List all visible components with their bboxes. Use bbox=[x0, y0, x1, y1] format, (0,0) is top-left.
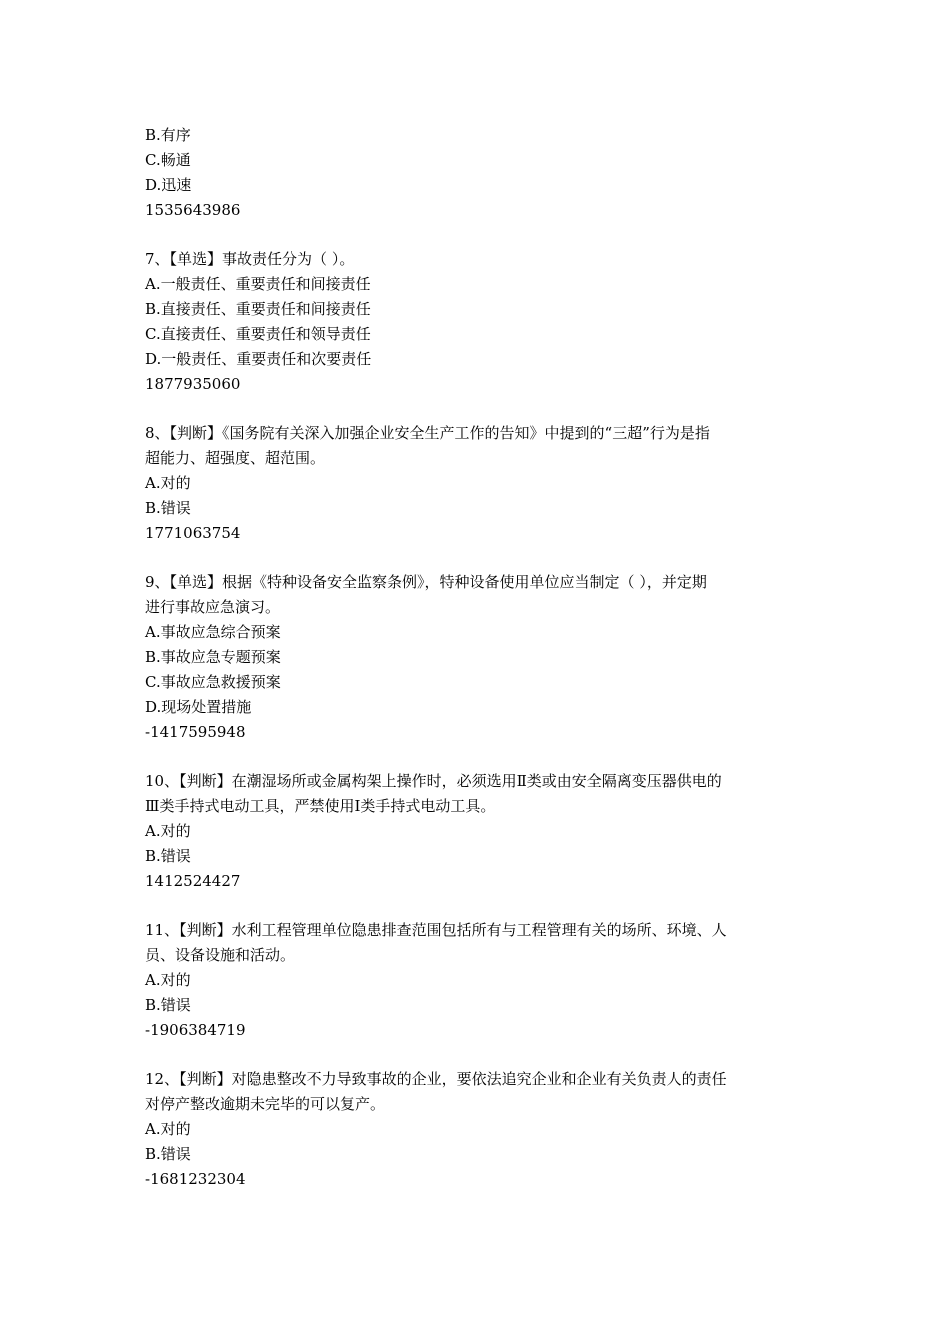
option-d: D.一般责任、重要责任和次要责任 bbox=[145, 350, 372, 368]
option-b: B.错误 bbox=[145, 996, 191, 1014]
question-code: 1877935060 bbox=[145, 375, 241, 393]
option-a: A.对的 bbox=[145, 971, 191, 989]
question-text bbox=[145, 247, 810, 272]
option-d: D.现场处置措施 bbox=[145, 698, 252, 716]
option-d: D.迅速 bbox=[145, 176, 192, 194]
question-text bbox=[145, 918, 810, 968]
spacer bbox=[145, 1043, 810, 1067]
question-line: 11、【判断】水利工程管理单位隐患排查范围包括所有与工程管理有关的场所、环境、人 bbox=[145, 921, 727, 939]
question-line: 对停产整改逾期未完毕的可以复产。 bbox=[145, 1095, 386, 1113]
question-code: -1681232304 bbox=[145, 1170, 246, 1188]
option-c: C.畅通 bbox=[145, 151, 191, 169]
option-b: B.错误 bbox=[145, 847, 191, 865]
question-line: 超能力、超强度、超范围。 bbox=[145, 449, 326, 467]
question-text bbox=[145, 769, 810, 819]
question-8 bbox=[145, 421, 810, 546]
question-code: 1771063754 bbox=[145, 524, 241, 542]
question-12 bbox=[145, 1067, 810, 1192]
question-fragment-6 bbox=[145, 123, 810, 223]
question-line: 8、【判断】《国务院有关深入加强企业安全生产工作的告知》中提到的“三超”行为是指 bbox=[145, 424, 710, 442]
question-code: 1412524427 bbox=[145, 872, 241, 890]
option-c: C.直接责任、重要责任和领导责任 bbox=[145, 325, 371, 343]
question-7 bbox=[145, 247, 810, 397]
option-a: A.一般责任、重要责任和间接责任 bbox=[145, 275, 371, 293]
question-line: Ⅲ类手持式电动工具，严禁使用Ⅰ类手持式电动工具。 bbox=[145, 797, 496, 815]
spacer bbox=[145, 894, 810, 918]
question-code: -1906384719 bbox=[145, 1021, 246, 1039]
option-a: A.对的 bbox=[145, 1120, 191, 1138]
question-9 bbox=[145, 570, 810, 745]
option-a: A.对的 bbox=[145, 474, 191, 492]
option-b: B.错误 bbox=[145, 1145, 191, 1163]
question-code: -1417595948 bbox=[145, 723, 246, 741]
question-line: 员、设备设施和活动。 bbox=[145, 946, 296, 964]
question-text bbox=[145, 570, 810, 620]
spacer bbox=[145, 546, 810, 570]
question-11 bbox=[145, 918, 810, 1043]
question-line: 7、【单选】事故责任分为（ ）。 bbox=[145, 250, 355, 268]
question-text bbox=[145, 1067, 810, 1117]
question-code: 1535643986 bbox=[145, 201, 241, 219]
option-b: B.事故应急专题预案 bbox=[145, 648, 281, 666]
question-line: 9、【单选】根据《特种设备安全监察条例》，特种设备使用单位应当制定（ ），并定期 bbox=[145, 573, 707, 591]
option-b: B.错误 bbox=[145, 499, 191, 517]
option-b: B.有序 bbox=[145, 126, 191, 144]
spacer bbox=[145, 397, 810, 421]
question-line: 12、【判断】对隐患整改不力导致事故的企业，要依法追究企业和企业有关负责人的责任 bbox=[145, 1070, 727, 1088]
question-10 bbox=[145, 769, 810, 894]
option-a: A.事故应急综合预案 bbox=[145, 623, 281, 641]
spacer bbox=[145, 745, 810, 769]
document-page bbox=[145, 123, 810, 1192]
question-line: 进行事故应急演习。 bbox=[145, 598, 281, 616]
option-a: A.对的 bbox=[145, 822, 191, 840]
question-line: 10、【判断】在潮湿场所或金属构架上操作时，必须选用Ⅱ类或由安全隔离变压器供电的 bbox=[145, 772, 722, 790]
option-c: C.事故应急救援预案 bbox=[145, 673, 281, 691]
spacer bbox=[145, 223, 810, 247]
option-b: B.直接责任、重要责任和间接责任 bbox=[145, 300, 371, 318]
question-text bbox=[145, 421, 810, 471]
